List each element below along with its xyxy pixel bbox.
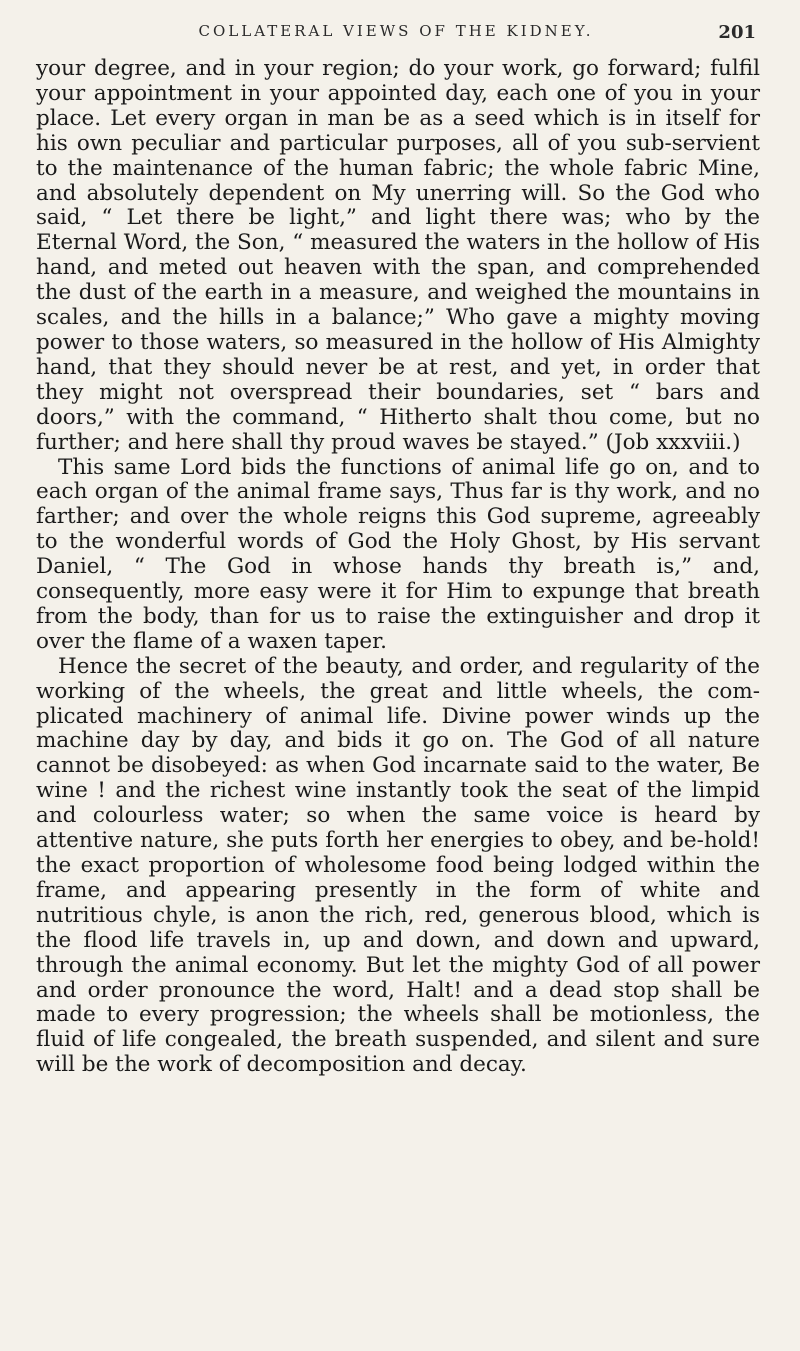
body-text <box>36 57 760 1078</box>
page-number: 201 <box>718 22 756 43</box>
running-head: COLLATERAL VIEWS OF THE KIDNEY. <box>198 22 594 40</box>
paragraph-lord: This same Lord bids the functions of animal life go on, and to each organ of the animal frame says, Thus far is thy work, and no farther; and over the whole reigns this God supreme, agreeably to the wonderful words of God the Holy Ghost, by His servant Daniel, “ The God in whose hands thy breath is,” and, consequently, more easy were it for Him to expunge that breath from the body, than for us to raise the extinguisher and drop it over the flame of a waxen taper. <box>36 454 760 654</box>
paragraph-continued: your degree, and in your region; do your work, go forward; fulfil your appointment in your appointed day, each one of you in your place. Let every organ in man be as a seed which is in itself for his own peculiar and particular purposes, all of you sub-servient to the maintenance of the human fabric; the whole fabric Mine, and absolutely dependent on My unerring will. So the God who said, “ Let there be light,” and light there was; who by the Eternal Word, the Son, “ measured the waters in the hollow of His hand, and meted out heaven with the span, and comprehended the dust of the earth in a measure, and weighed the mountains in scales, and the hills in a balance;” Who gave a mighty moving power to those waters, so measured in the hollow of His Almighty hand, that they should never be at rest, and yet, in order that they might not overspread their boundaries, set “ bars and doors,” with the command, “ Hitherto shalt thou come, but no further; and here shall thy proud waves be stayed.” (Job xxxviii.) <box>36 56 760 455</box>
paragraph-hence: Hence the secret of the beauty, and order, and regularity of the working of the wheels, the great and little wheels, the com-plicated machinery of animal life. Divine power winds up the machine day by day, and bids it go on. The God of all nature cannot be disobeyed: as when God incarnate said to the water, Be wine ! and the richest wine instantly took the seat of the limpid and colourless water; so when the same voice is heard by attentive nature, she puts forth her energies to obey, and be-hold! the exact proportion of wholesome food being lodged within the frame, and appearing presently in the form of white and nutritious chyle, is anon the rich, red, generous blood, which is the flood life travels in, up and down, and down and upward, through the animal economy. But let the mighty God of all power and order pronounce the word, Halt! and a dead stop shall be made to every progression; the wheels shall be motionless, the fluid of life congealed, the breath suspended, and silent and sure will be the work of decomposition and decay. <box>36 653 760 1078</box>
